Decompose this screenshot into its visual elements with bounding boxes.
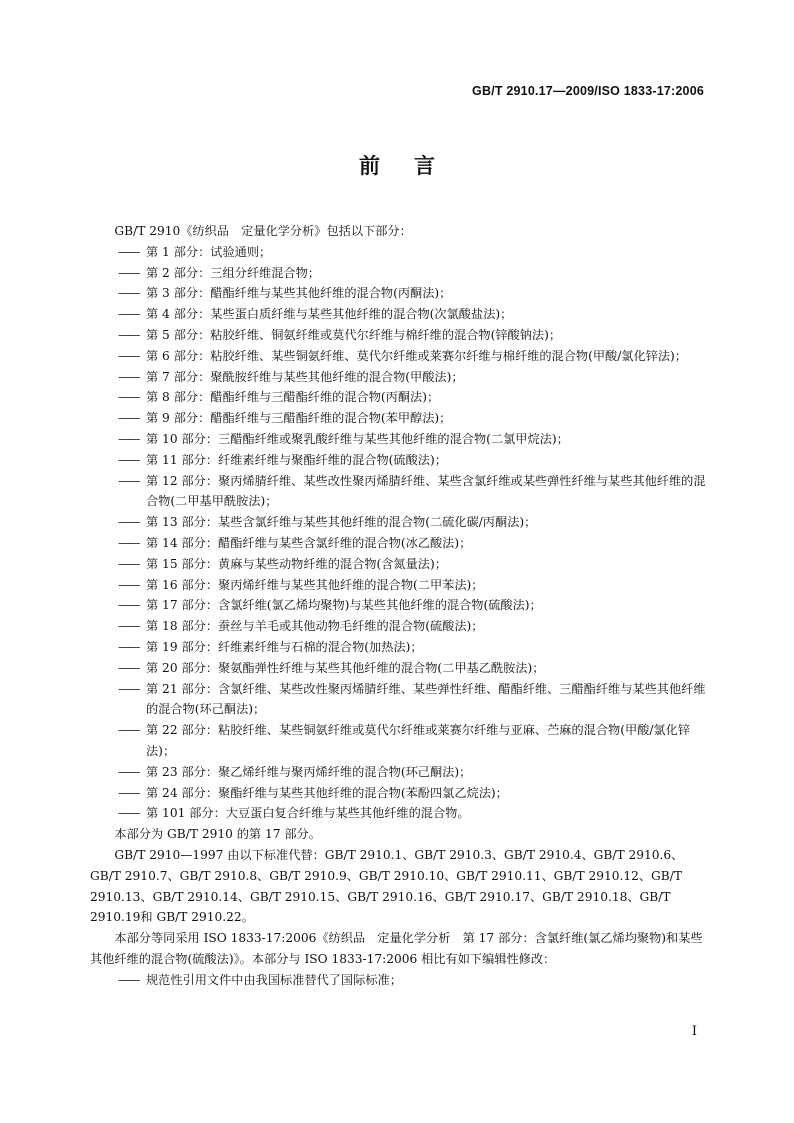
part-list-item-text: 第 15 部分：黄麻与某些动物纤维的混合物(含氮量法)； [146, 556, 447, 571]
part-list-item [90, 658, 706, 679]
part-list-item-text: 第 4 部分：某些蛋白质纤维与某些其他纤维的混合物(次氯酸盐法)； [146, 307, 513, 322]
part-list-item [90, 367, 706, 388]
part-list-item-text: 第 8 部分：醋酯纤维与三醋酯纤维的混合物(丙酮法)； [146, 390, 440, 405]
part-list-item [90, 408, 706, 429]
em-dash-marker: —— [118, 348, 139, 363]
part-list-item [90, 263, 706, 284]
part-list-item-text: 第 10 部分：三醋酯纤维或聚乳酸纤维与某些其他纤维的混合物(二氯甲烷法)； [146, 431, 569, 446]
part-list-item-text: 第 6 部分：粘胶纤维、某些铜氨纤维、莫代尔纤维或莱赛尔纤维与棉纤维的混合物(甲酸/氯化锌法)； [146, 348, 687, 363]
part-list-item [90, 554, 706, 575]
part-list-item-text: 第 18 部分：蚕丝与羊毛或其他动物毛纤维的混合物(硫酸法)； [146, 619, 484, 634]
em-dash-marker: —— [118, 473, 139, 488]
em-dash-marker: —— [118, 286, 139, 301]
em-dash-marker: —— [118, 764, 139, 779]
em-dash-marker: —— [118, 307, 139, 322]
part-list-item [90, 803, 706, 824]
part-list-item-text: 第 1 部分：试验通则； [146, 244, 272, 259]
em-dash-marker: —— [118, 639, 139, 654]
part-list-item [90, 533, 706, 554]
intro-paragraph: GB/T 2910《纺织品 定量化学分析》包括以下部分： [114, 224, 412, 238]
part-list-item [90, 242, 706, 263]
em-dash-marker: —— [118, 598, 139, 613]
part-list-item-text: 第 13 部分：某些含氯纤维与某些其他纤维的混合物(二硫化碳/丙酮法)； [146, 515, 537, 530]
em-dash-marker: —— [118, 785, 139, 800]
part-list-item [90, 346, 706, 367]
em-dash-marker: —— [118, 619, 139, 634]
part-list-item [90, 720, 706, 762]
part-list-item-text: 第 2 部分：三组分纤维混合物； [146, 265, 320, 280]
part-list-item-text: 第 20 部分：聚氨酯弹性纤维与某些其他纤维的混合物(二甲基乙酰胺法)； [146, 660, 545, 675]
part-list-item-text: 第 22 部分：粘胶纤维、某些铜氨纤维或莫代尔纤维或莱赛尔纤维与亚麻、苎麻的混合物(甲酸/氯化锌法)； [146, 723, 690, 758]
parts-list [90, 242, 706, 824]
part-list-item [90, 429, 706, 450]
em-dash-marker: —— [118, 411, 139, 426]
em-dash-marker: —— [118, 556, 139, 571]
part-of-paragraph: 本部分为 GB/T 2910 的第 17 部分。 [114, 827, 321, 842]
em-dash-marker: —— [118, 452, 139, 467]
part-list-item [90, 512, 706, 533]
em-dash-marker: —— [118, 972, 139, 987]
part-list-item [90, 283, 706, 304]
em-dash-marker: —— [118, 431, 139, 446]
part-list-item [90, 783, 706, 804]
part-list-item [90, 387, 706, 408]
edit-list-item-text: 规范性引用文件中由我国标准替代了国际标准； [146, 972, 402, 987]
edit-list-item [90, 970, 706, 991]
part-list-item-text: 第 24 部分：聚酯纤维与某些其他纤维的混合物(苯酚四氯乙烷法)； [146, 785, 508, 800]
replaces-paragraph: GB/T 2910—1997 由以下标准代替：GB/T 2910.1、GB/T 2910.3、GB/T 2910.4、GB/T 2910.6、GB/T 2910.7、GB/T 2910.8、GB/T 2910.9、GB/T 2910.10、GB/T 2910.11、GB/T 2910.12、GB/T 2910.13、GB/T 2910.14、GB/T 2910.15、GB/T 2910.16、GB/T 2910.17、GB/T 2910.18、GB/T 2910.19和 GB/T 2910.22。 [90, 847, 684, 925]
part-list-item-text: 第 7 部分：聚酰胺纤维与某些其他纤维的混合物(甲酸法)； [146, 369, 464, 384]
page-title: 前言 [359, 154, 469, 178]
part-list-item-text: 第 17 部分：含氯纤维(氯乙烯均聚物)与某些其他纤维的混合物(硫酸法)； [146, 598, 542, 613]
page-number: I [691, 1024, 697, 1039]
part-list-item-text: 第 23 部分：聚乙烯纤维与聚丙烯纤维的混合物(环己酮法)； [146, 764, 472, 779]
em-dash-marker: —— [118, 681, 139, 696]
part-list-item-text: 第 3 部分：醋酯纤维与某些其他纤维的混合物(丙酮法)； [146, 286, 452, 301]
em-dash-marker: —— [118, 369, 139, 384]
part-list-item-text: 第 16 部分：聚丙烯纤维与某些其他纤维的混合物(二甲苯法)； [146, 577, 484, 592]
part-list-item [90, 637, 706, 658]
standard-code-header: GB/T 2910.17—2009/ISO 1833-17:2006 [472, 84, 704, 98]
foreword-body [90, 221, 706, 990]
part-list-item-text: 第 5 部分：粘胶纤维、铜氨纤维或莫代尔纤维与棉纤维的混合物(锌酸钠法)； [146, 327, 562, 342]
em-dash-marker: —— [118, 535, 139, 550]
part-list-item-text: 第 12 部分：聚丙烯腈纤维、某些改性聚丙烯腈纤维、某些含氯纤维或某些弹性纤维与某些其他纤维的混合物(二甲基甲酰胺法)； [146, 473, 706, 509]
part-list-item-text: 第 21 部分：含氯纤维、某些改性聚丙烯腈纤维、某些弹性纤维、醋酯纤维、三醋酯纤维与某些其他纤维的混合物(环己酮法)； [146, 681, 706, 717]
em-dash-marker: —— [118, 265, 139, 280]
part-list-item [90, 575, 706, 596]
em-dash-marker: —— [118, 806, 139, 821]
part-list-item [90, 616, 706, 637]
part-list-item [90, 471, 706, 513]
part-list-item [90, 450, 706, 471]
part-list-item-text: 第 11 部分：纤维素纤维与聚酯纤维的混合物(硫酸法)； [146, 452, 447, 467]
em-dash-marker: —— [118, 390, 139, 405]
part-list-item [90, 762, 706, 783]
em-dash-marker: —— [118, 660, 139, 675]
part-list-item [90, 304, 706, 325]
em-dash-marker: —— [118, 577, 139, 592]
edits-list [90, 970, 706, 991]
part-list-item-text: 第 19 部分：纤维素纤维与石棉的混合物(加热法)； [146, 639, 423, 654]
part-list-item [90, 325, 706, 346]
em-dash-marker: —— [118, 327, 139, 342]
part-list-item-text: 第 9 部分：醋酯纤维与三醋酯纤维的混合物(苯甲醇法)； [146, 411, 452, 426]
part-list-item-text: 第 101 部分：大豆蛋白复合纤维与某些其他纤维的混合物。 [146, 806, 470, 821]
adopts-paragraph: 本部分等同采用 ISO 1833-17:2006《纺织品 定量化学分析 第 17 部分：含氯纤维(氯乙烯均聚物)和某些其他纤维的混合物(硫酸法)》。本部分与 ISO 1833-17:2006 相比有如下编辑性修改： [90, 931, 703, 966]
em-dash-marker: —— [118, 244, 139, 259]
part-list-item [90, 679, 706, 721]
em-dash-marker: —— [118, 515, 139, 530]
part-list-item-text: 第 14 部分：醋酯纤维与某些含氯纤维的混合物(冰乙酸法)； [146, 535, 472, 550]
em-dash-marker: —— [118, 723, 139, 738]
part-list-item [90, 595, 706, 616]
